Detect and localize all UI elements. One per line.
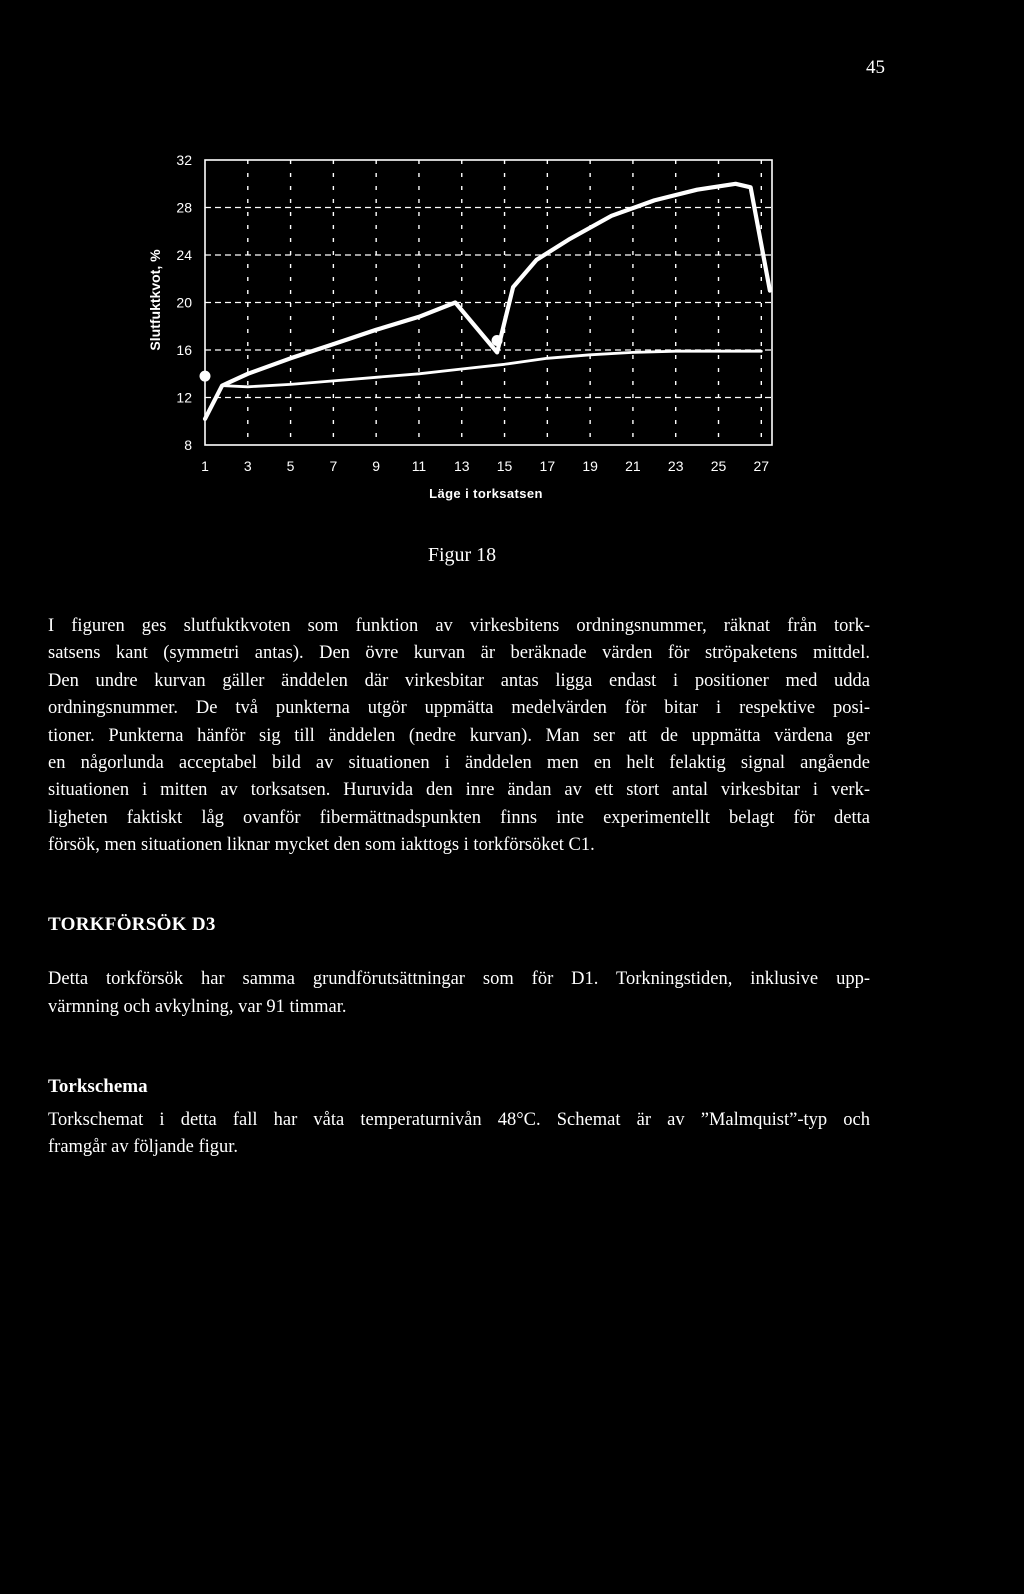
text-line: satsens kant (symmetri antas). Den övre kurvan är beräknade värden för ströpaketens mittdel. (48, 643, 870, 664)
y-tick-label: 8 (184, 437, 192, 453)
text-line: en någorlunda acceptabel bild av situationen i änddelen men en helt felaktig signal angående (48, 753, 870, 774)
text-line: I figuren ges slutfuktkvoten som funktion av virkesbitens ordningsnummer, räknat från tork- (48, 616, 870, 636)
x-tick-label: 21 (625, 458, 641, 474)
y-tick-label: 32 (176, 152, 192, 168)
y-tick-label: 12 (176, 389, 192, 406)
measured-point (200, 371, 211, 382)
paragraph-test-description (48, 965, 870, 1021)
text-line: tioner. Punkterna hänför sig till änddelen (nedre kurvan). Man ser att de uppmätta värdena ger (48, 725, 870, 746)
y-tick-label: 24 (176, 247, 192, 263)
y-axis-label: Slutfuktkvot, % (147, 249, 163, 351)
series-layer (200, 184, 770, 419)
text-line: Den undre kurvan gäller änddelen där virkesbitar antas ligga endast i positioner med udda (48, 670, 870, 691)
x-tick-label: 27 (753, 458, 770, 474)
subsection-heading: Torkschema (48, 1076, 148, 1097)
paragraph-schedule (48, 1107, 870, 1161)
text-line: ordningsnummer. De två punkterna utgör uppmätta medelvärden för bitar i respektive posi- (48, 698, 870, 719)
x-tick-label: 7 (329, 458, 338, 474)
text-line: ligheten faktiskt låg ovanför fibermättnadspunkten finns inte experimentellt belagt för detta (48, 807, 870, 828)
x-tick-label: 3 (243, 458, 252, 474)
tick-layer (176, 152, 769, 474)
x-tick-label: 13 (453, 458, 470, 474)
x-tick-label: 25 (710, 458, 727, 474)
lower-curve-line (222, 351, 761, 387)
figure-caption: Figur 18 (427, 544, 497, 566)
y-tick-label: 16 (176, 342, 192, 358)
x-tick-label: 11 (411, 458, 427, 474)
x-tick-label: 1 (201, 458, 209, 474)
text-line: situationen i mitten av torksatsen. Huruvida den inre ändan av ett stort antal virkesbitar i verk- (48, 780, 870, 801)
text-line: Torkschemat i detta fall har våta temperaturnivån 48°C. Schemat är av ”Malmquist”-typ och (48, 1110, 870, 1130)
x-tick-label: 9 (372, 458, 381, 474)
text-line: Detta torkförsök har samma grundförutsättningar som för D1. Torkningstiden, inklusive upp- (48, 969, 870, 989)
text-line: försök, men situationen liknar mycket den som iakttogs i torkförsöket C1. (48, 835, 595, 856)
page-number: 45 (866, 57, 885, 78)
section-heading: TORKFÖRSÖK D3 (48, 914, 216, 935)
x-tick-label: 5 (286, 458, 295, 474)
y-tick-label: 20 (176, 294, 192, 311)
grid-layer (205, 160, 772, 445)
text-line: värmning och avkylning, var 91 timmar. (48, 997, 347, 1017)
x-tick-label: 19 (582, 458, 598, 474)
x-axis-label: Läge i torksatsen (429, 486, 543, 501)
measured-point (492, 335, 503, 346)
x-tick-label: 15 (496, 458, 513, 474)
x-tick-label: 23 (667, 458, 684, 474)
moisture-ratio-chart (0, 0, 1024, 530)
paragraph-figure-discussion (48, 613, 870, 860)
text-line: framgår av följande figur. (48, 1137, 239, 1157)
x-tick-label: 17 (539, 458, 556, 474)
y-tick-label: 28 (176, 199, 192, 216)
